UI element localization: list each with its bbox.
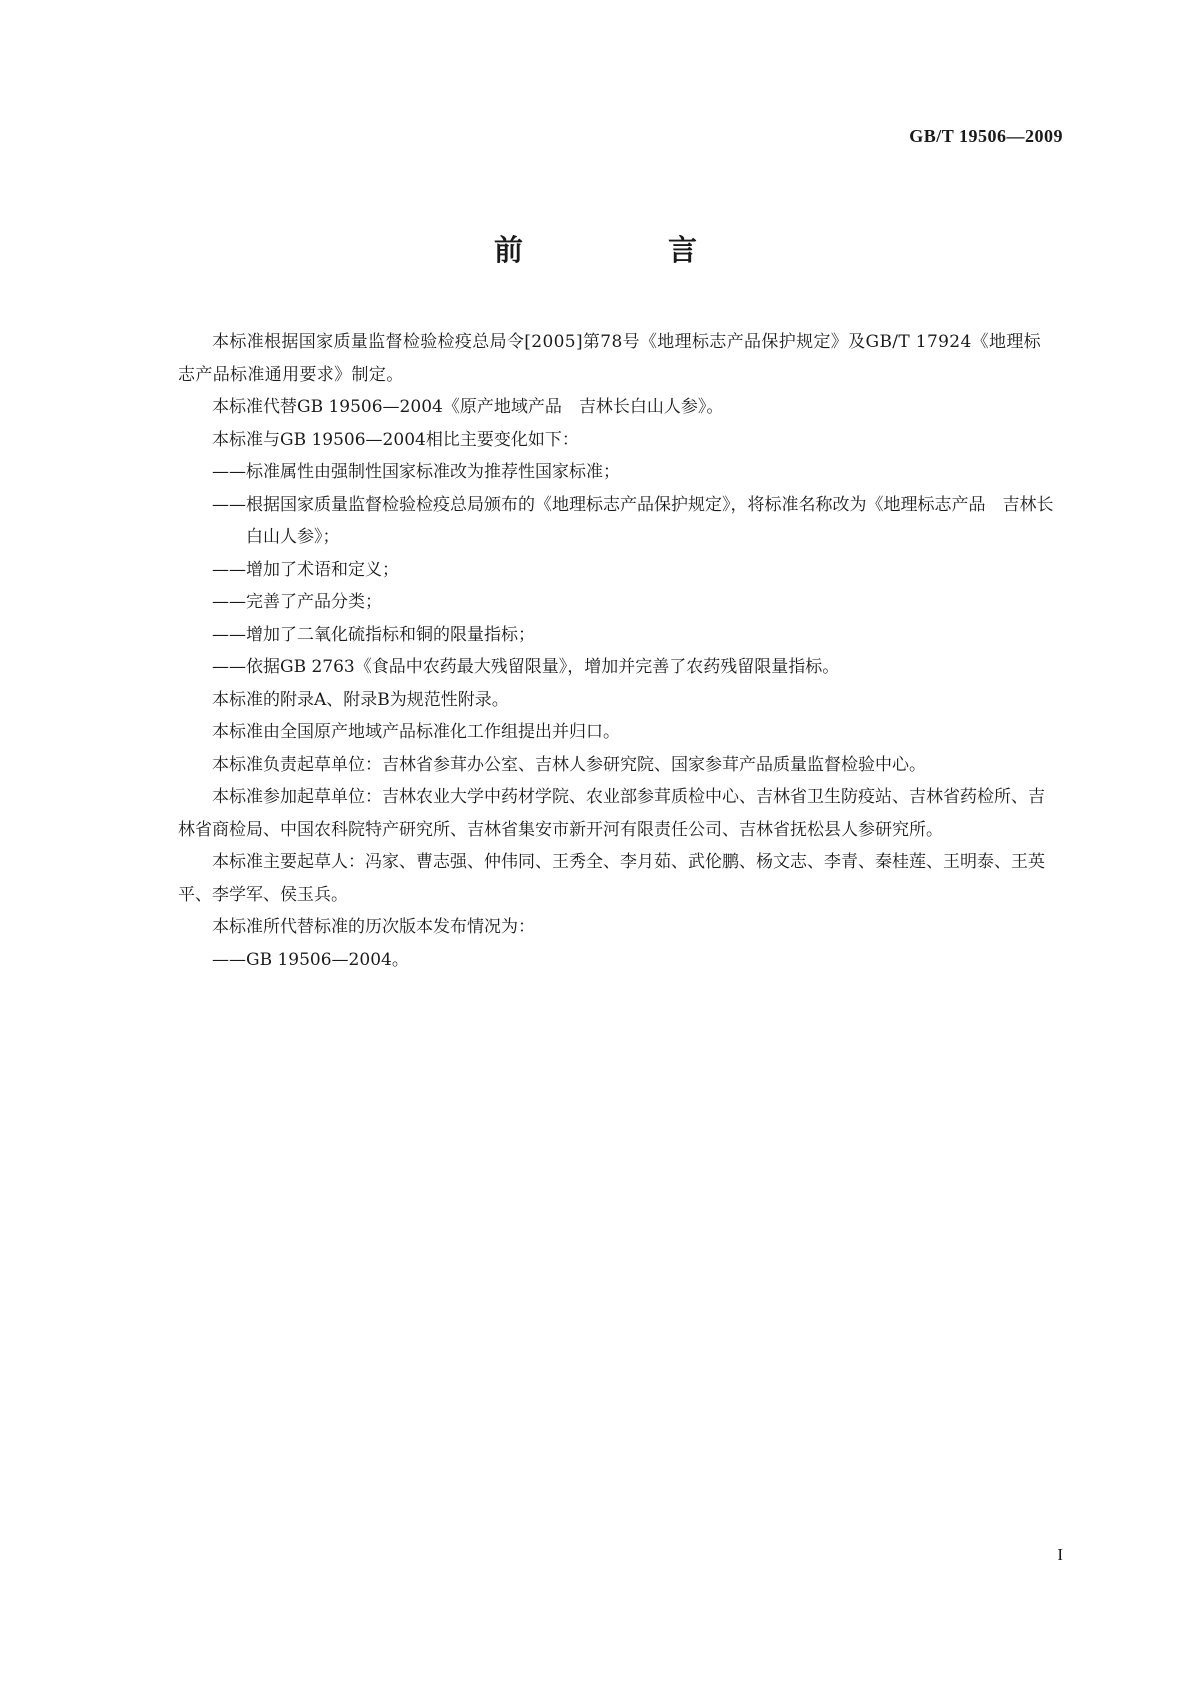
history-item: ——GB 19506—2004。 (212, 949, 409, 970)
change-item: ——标准属性由强制性国家标准改为推荐性国家标准； (212, 462, 620, 482)
paragraph-basis: 本标准根据国家质量监督检验检疫总局令[2005]第78号《地理标志产品保护规定》及GB/T 17924《地理标志产品标准通用要求》制定。 (178, 332, 1042, 385)
paragraph-main-drafters: 本标准主要起草人：冯家、曹志强、仲伟同、王秀全、李月茹、武伦鹏、杨文志、李青、秦桂莲、王明泰、王英平、李学军、侯玉兵。 (178, 852, 1045, 905)
paragraph-replaces: 本标准代替GB 19506—2004《原产地域产品 吉林长白山人参》。 (212, 397, 724, 417)
change-item: ——增加了二氧化硫指标和铜的限量指标； (212, 624, 535, 645)
paragraph-appendix: 本标准的附录A、附录B为规范性附录。 (212, 689, 509, 710)
change-item: ——依据GB 2763《食品中农药最大残留限量》，增加并完善了农药残留限量指标。 (212, 657, 840, 677)
change-item: ——增加了术语和定义； (212, 559, 399, 580)
paragraph-history-intro: 本标准所代替标准的历次版本发布情况为： (212, 917, 535, 937)
document-body (178, 326, 1054, 976)
page-title: 前 言 (493, 233, 755, 267)
standard-code: GB/T 19506—2009 (909, 126, 1063, 146)
page-number: I (1057, 1545, 1063, 1564)
paragraph-participating-drafters: 本标准参加起草单位：吉林农业大学中药材学院、农业部参茸质检中心、吉林省卫生防疫站、吉林省药检所、吉林省商检局、中国农科院特产研究所、吉林省集安市新开河有限责任公司、吉林省抚松县人参研究所。 (178, 787, 1045, 840)
change-item: ——根据国家质量监督检验检疫总局颁布的《地理标志产品保护规定》，将标准名称改为《地理标志产品 吉林长白山人参》； (212, 494, 1054, 547)
change-item: ——完善了产品分类； (212, 592, 382, 612)
paragraph-responsible-drafters: 本标准负责起草单位：吉林省参茸办公室、吉林人参研究院、国家参茸产品质量监督检验中心。 (212, 754, 926, 775)
paragraph-changes-intro: 本标准与GB 19506—2004相比主要变化如下： (212, 429, 579, 450)
paragraph-proposer: 本标准由全国原产地域产品标准化工作组提出并归口。 (212, 722, 620, 742)
